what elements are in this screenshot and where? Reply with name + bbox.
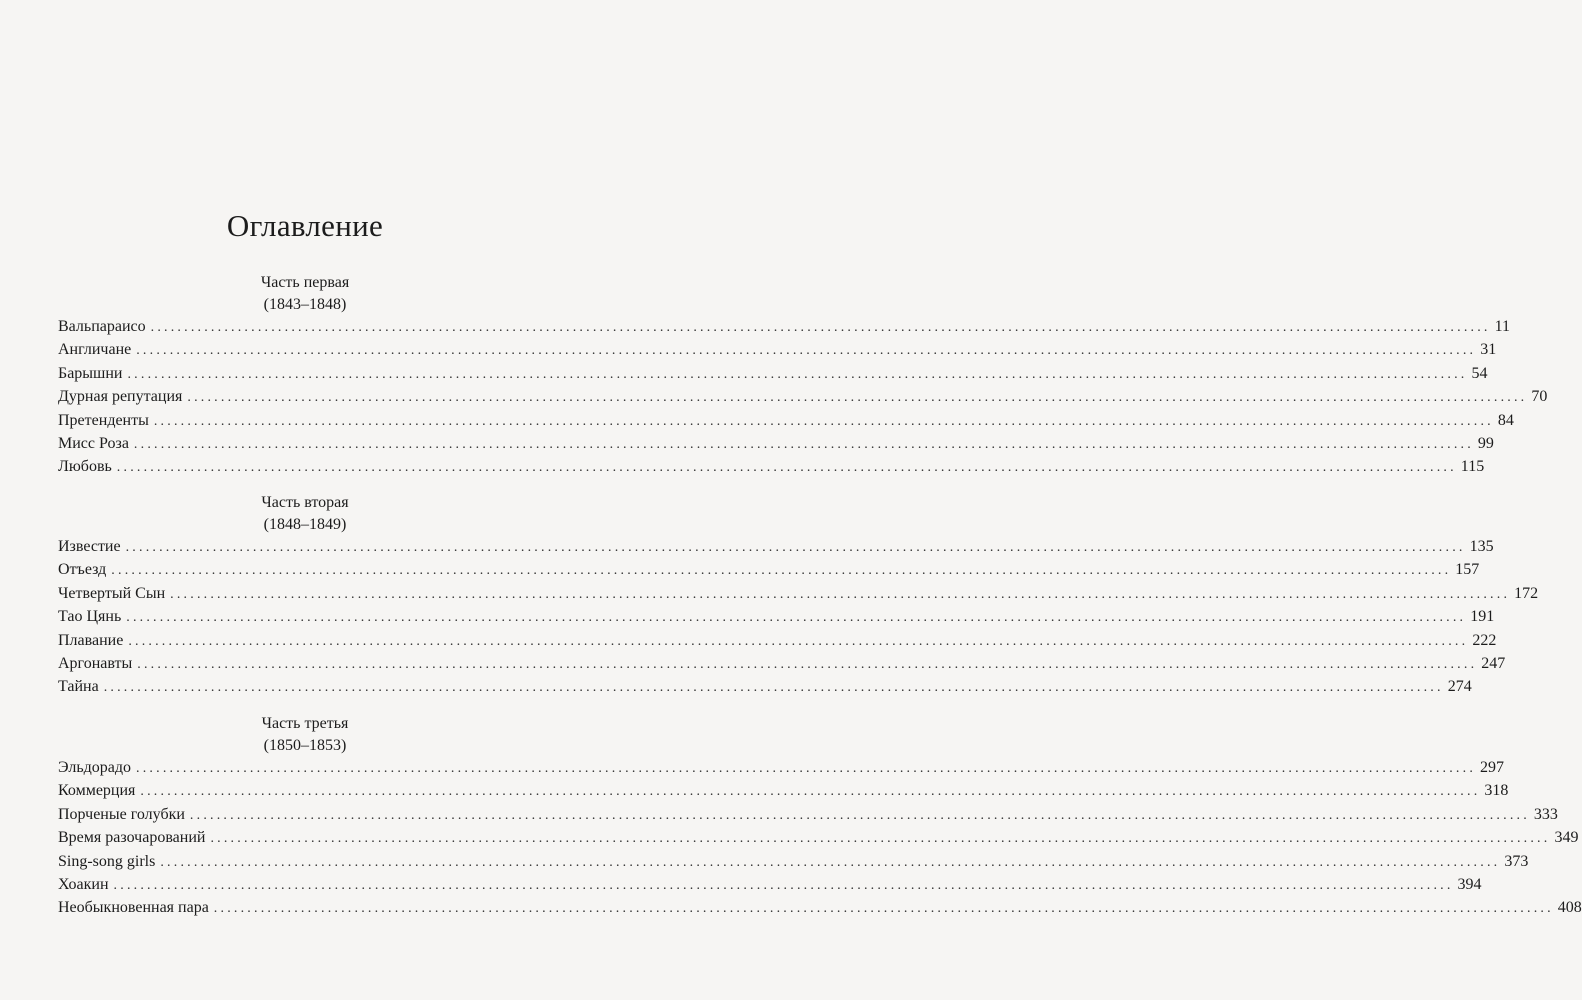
entry-title: Претенденты bbox=[58, 411, 149, 429]
entry-page: 84 bbox=[1497, 411, 1514, 429]
entry-page: 349 bbox=[1554, 829, 1579, 847]
entry-title: Барышни bbox=[58, 364, 123, 382]
entry-title: Хоакин bbox=[58, 875, 109, 893]
leader-dots: ........................................................................................................................................................................................................ bbox=[160, 854, 1501, 870]
page-title: Оглавление bbox=[226, 208, 384, 243]
entry-title: Вальпараисо bbox=[58, 318, 146, 335]
part-name: Часть первая bbox=[260, 274, 350, 291]
toc-entry[interactable] bbox=[58, 805, 1558, 829]
toc-entry[interactable] bbox=[58, 538, 1494, 561]
entry-title: Тао Цянь bbox=[58, 608, 122, 626]
entry-page: 222 bbox=[1472, 631, 1497, 649]
leader-dots: ........................................................................................................................................................................................................ bbox=[116, 460, 1457, 476]
entry-title: Отъезд bbox=[58, 561, 107, 579]
entry-page: 318 bbox=[1484, 782, 1509, 800]
entry-page: 191 bbox=[1470, 608, 1495, 626]
entry-title: Тайна bbox=[58, 678, 99, 696]
leader-dots: ........................................................................................................................................................................................................ bbox=[128, 633, 1469, 649]
leader-dots: ........................................................................................................................................................................................................ bbox=[189, 807, 1530, 823]
leader-dots: ........................................................................................................................................................................................................ bbox=[111, 563, 1452, 579]
entry-title: Порченые голубки bbox=[58, 805, 185, 823]
toc-entry[interactable] bbox=[58, 678, 1472, 701]
entry-page: 54 bbox=[1471, 364, 1488, 382]
toc-section bbox=[58, 759, 1582, 923]
entry-page: 394 bbox=[1457, 875, 1482, 893]
leader-dots: ........................................................................................................................................................................................................ bbox=[103, 680, 1444, 696]
entry-page: 297 bbox=[1480, 759, 1505, 776]
toc-entry[interactable] bbox=[58, 364, 1488, 388]
leader-dots: ........................................................................................................................................................................................................ bbox=[125, 540, 1466, 555]
part-name: Часть вторая bbox=[261, 494, 349, 511]
part-name: Часть третья bbox=[261, 715, 349, 732]
entry-page: 373 bbox=[1504, 852, 1529, 870]
part-years: (1850–1853) bbox=[263, 737, 347, 754]
leader-dots: ........................................................................................................................................................................................................ bbox=[127, 366, 1468, 382]
entry-title: Эльдорадо bbox=[58, 759, 132, 776]
leader-dots: ........................................................................................................................................................................................................ bbox=[150, 320, 1491, 335]
entry-page: 115 bbox=[1460, 458, 1485, 476]
leader-dots: ........................................................................................................................................................................................................ bbox=[170, 586, 1511, 602]
leader-dots: ........................................................................................................................................................................................................ bbox=[126, 610, 1467, 626]
leader-dots: ........................................................................................................................................................................................................ bbox=[213, 901, 1554, 917]
entry-title: Англичане bbox=[58, 341, 132, 359]
leader-dots: ........................................................................................................................................................................................................ bbox=[187, 390, 1528, 406]
toc-entry[interactable] bbox=[58, 875, 1482, 899]
toc-section bbox=[58, 318, 1548, 482]
entry-title: Время разочарований bbox=[58, 829, 206, 847]
toc-entry[interactable] bbox=[58, 829, 1579, 852]
entry-page: 333 bbox=[1533, 805, 1558, 823]
entry-title: Любовь bbox=[58, 458, 112, 476]
leader-dots: ........................................................................................................................................................................................................ bbox=[113, 877, 1454, 893]
entry-page: 70 bbox=[1531, 388, 1548, 406]
entry-title: Мисс Роза bbox=[58, 434, 129, 452]
toc-entry[interactable] bbox=[58, 434, 1494, 458]
leader-dots: ........................................................................................................................................................................................................ bbox=[153, 413, 1494, 429]
leader-dots: ........................................................................................................................................................................................................ bbox=[140, 784, 1481, 800]
toc-entry[interactable] bbox=[58, 852, 1529, 876]
toc-entry[interactable] bbox=[58, 561, 1480, 584]
leader-dots: ........................................................................................................................................................................................................ bbox=[137, 656, 1478, 672]
entry-title: Плавание bbox=[58, 631, 124, 649]
toc-entry[interactable] bbox=[58, 411, 1514, 435]
entry-page: 172 bbox=[1514, 584, 1539, 602]
entry-page: 274 bbox=[1447, 678, 1472, 696]
toc-entry[interactable] bbox=[58, 782, 1509, 805]
entry-title: Аргонавты bbox=[58, 654, 133, 672]
entry-title: Дурная репутация bbox=[58, 388, 183, 406]
leader-dots: ........................................................................................................................................................................................................ bbox=[136, 761, 1477, 776]
toc-entry[interactable] bbox=[58, 608, 1495, 631]
toc-entry[interactable] bbox=[58, 458, 1485, 481]
entry-title: Необыкновенная пара bbox=[58, 899, 209, 917]
entry-page: 135 bbox=[1469, 538, 1494, 555]
toc-entry[interactable] bbox=[58, 631, 1497, 655]
entry-page: 99 bbox=[1477, 434, 1494, 452]
toc-entry[interactable] bbox=[58, 654, 1506, 678]
toc-entry[interactable] bbox=[58, 899, 1582, 922]
leader-dots: ........................................................................................................................................................................................................ bbox=[136, 343, 1477, 359]
part-header bbox=[0, 272, 610, 316]
part-header bbox=[0, 492, 610, 536]
entry-title: Четвертый Сын bbox=[58, 584, 166, 602]
entry-title: Известие bbox=[58, 538, 121, 555]
part-header bbox=[0, 713, 610, 757]
entry-page: 31 bbox=[1480, 341, 1497, 359]
toc-entry[interactable] bbox=[58, 388, 1548, 411]
toc-entry[interactable] bbox=[58, 318, 1511, 341]
leader-dots: ........................................................................................................................................................................................................ bbox=[133, 436, 1474, 452]
toc-entry[interactable] bbox=[58, 759, 1505, 782]
toc-entry[interactable] bbox=[58, 341, 1497, 364]
entry-page: 247 bbox=[1481, 654, 1506, 672]
leader-dots: ........................................................................................................................................................................................................ bbox=[210, 831, 1551, 847]
entry-title: Sing-song girls bbox=[58, 852, 156, 870]
entry-page: 408 bbox=[1557, 899, 1582, 917]
toc-entry[interactable] bbox=[58, 584, 1539, 608]
part-years: (1843–1848) bbox=[263, 296, 347, 313]
entry-title: Коммерция bbox=[58, 782, 136, 800]
part-years: (1848–1849) bbox=[263, 516, 347, 533]
entry-page: 157 bbox=[1455, 561, 1480, 579]
entry-page: 11 bbox=[1494, 318, 1511, 335]
toc-section bbox=[58, 538, 1539, 702]
